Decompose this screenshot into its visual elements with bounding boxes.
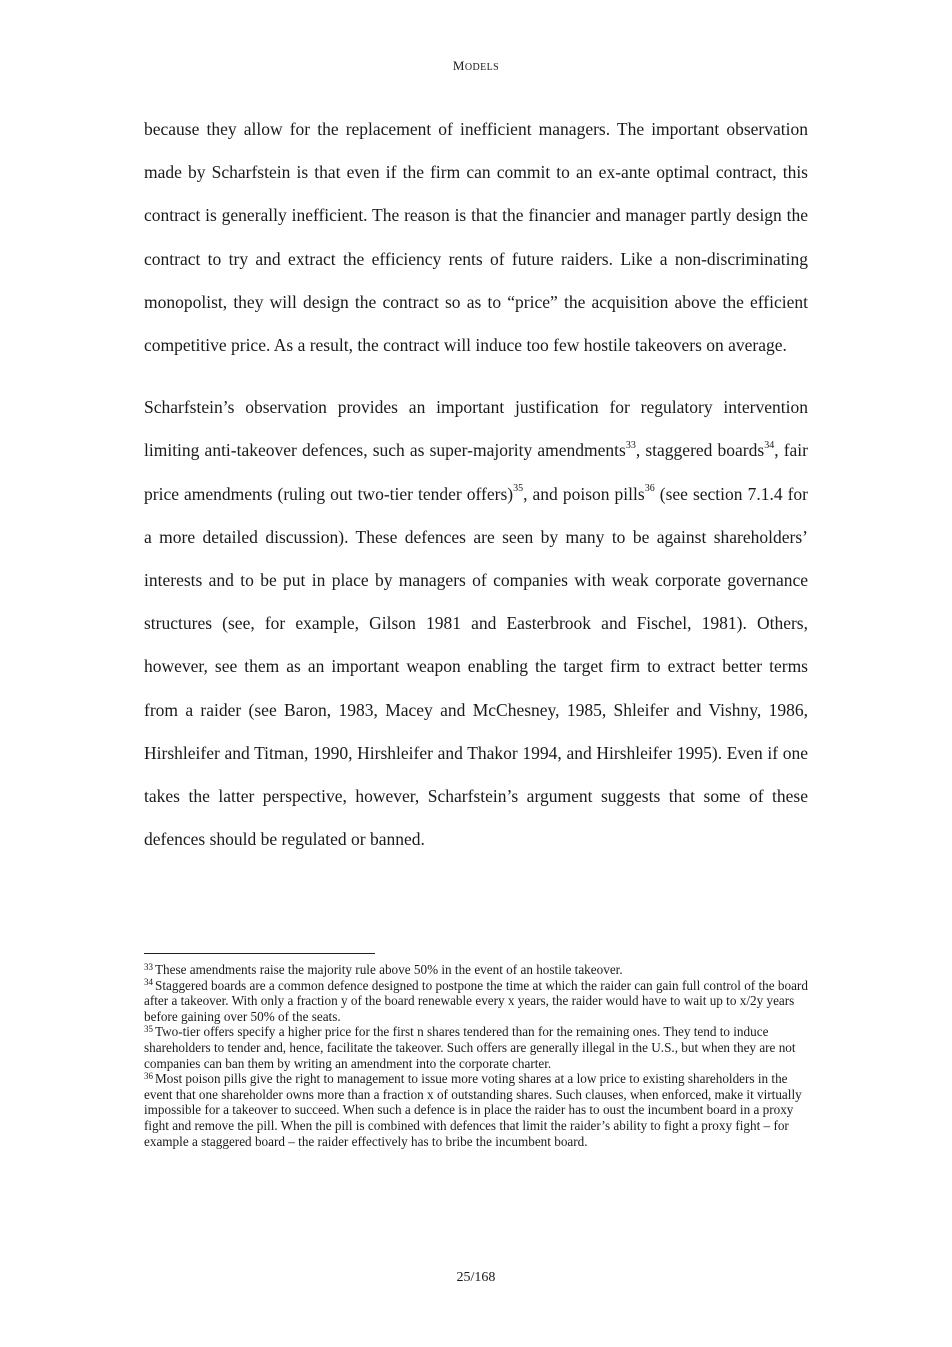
footnote-ref-35[interactable]: 35	[513, 482, 524, 494]
paragraph-2-part-2: , staggered boards	[635, 440, 765, 461]
footnote-text: These amendments raise the majority rule above 50% in the event of an hostile takeover.	[155, 962, 623, 977]
body-text	[144, 108, 808, 861]
paragraph-1	[144, 108, 808, 367]
footnote-text: Most poison pills give the right to management to issue more voting shares at a low price to existing shareholders in the event that one shareholder owns more than a fraction x of outstanding shares. Such clauses, when enforced, make it virtually impossible for a takeover to succeed. When such a defence is in place the raider has to oust the incumbent board in a proxy fight and remove the pill. When the pill is combined with defences that limit the raider’s ability to fight a proxy fight – for example a staggered board – the raider effectively has to bribe the incumbent board.	[144, 1071, 802, 1149]
header-rest: ODELS	[464, 62, 500, 73]
footnote-36	[144, 1071, 808, 1149]
paragraph-2-part-1: Scharfstein’s observation provides an important justification for regulatory intervention limiting anti-takeover defences, such as super-majority amendments	[144, 397, 808, 461]
running-header	[0, 58, 952, 74]
footnote-33	[144, 962, 808, 978]
header-initial: M	[452, 58, 465, 73]
footnote-ref-34[interactable]: 34	[764, 439, 775, 451]
paragraph-1-text: because they allow for the replacement of inefficient managers. The important observation made by Scharfstein is that even if the firm can commit to an ex-ante optimal contract, this contract is generally inefficient. The reason is that the financier and manager partly design the contract to try and extract the efficiency rents of future raiders. Like a non-discriminating monopolist, they will design the contract so as to “price” the acquisition above the efficient competitive price. As a result, the contract will induce too few hostile takeovers on average.	[144, 119, 808, 356]
footnote-number: 35	[144, 1023, 153, 1034]
footnote-34	[144, 978, 808, 1025]
footnote-35	[144, 1024, 808, 1071]
footnote-number: 33	[144, 961, 153, 972]
footnote-ref-33[interactable]: 33	[625, 439, 636, 451]
footnote-separator	[144, 953, 375, 954]
footnotes	[144, 962, 808, 1149]
footnote-number: 36	[144, 1070, 153, 1081]
footnote-text: Staggered boards are a common defence designed to postpone the time at which the raider can gain full control of the board after a takeover. With only a fraction y of the board renewable every x years, the raider would have to wait up to x/2y years before gaining over 50% of the seats.	[144, 977, 808, 1024]
paragraph-2	[144, 386, 808, 861]
paragraph-2-part-5: (see section 7.1.4 for a more detailed discussion). These defences are seen by many to be against shareholders’ interests and to be put in place by managers of companies with weak corporate governance structures (see, for example, Gilson 1981 and Easterbrook and Fischel, 1981). Others, however, see them as an important weapon enabling the target firm to extract better terms from a raider (see Baron, 1983, Macey and McChesney, 1985, Shleifer and Vishny, 1986, Hirshleifer and Titman, 1990, Hirshleifer and Thakor 1994, and Hirshleifer 1995). Even if one takes the latter perspective, however, Scharfstein’s argument suggests that some of these defences should be regulated or banned.	[144, 483, 809, 850]
page-number: 25/168	[456, 1270, 496, 1285]
footnote-text: Two-tier offers specify a higher price for the first n shares tendered than for the remaining ones. They tend to induce shareholders to tender and, hence, facilitate the takeover. Such offers are generally illegal in the U.S., but when they are not companies can ban them by writing an amendment into the corporate charter.	[144, 1024, 796, 1071]
footnote-ref-36[interactable]: 36	[644, 482, 655, 494]
paragraph-2-part-3: , fair price amendments (ruling out two-tier tender offers)	[144, 440, 808, 504]
footnote-number: 34	[144, 977, 153, 988]
paragraph-2-text	[144, 386, 808, 861]
paragraph-2-part-4: , and poison pills	[523, 483, 645, 504]
